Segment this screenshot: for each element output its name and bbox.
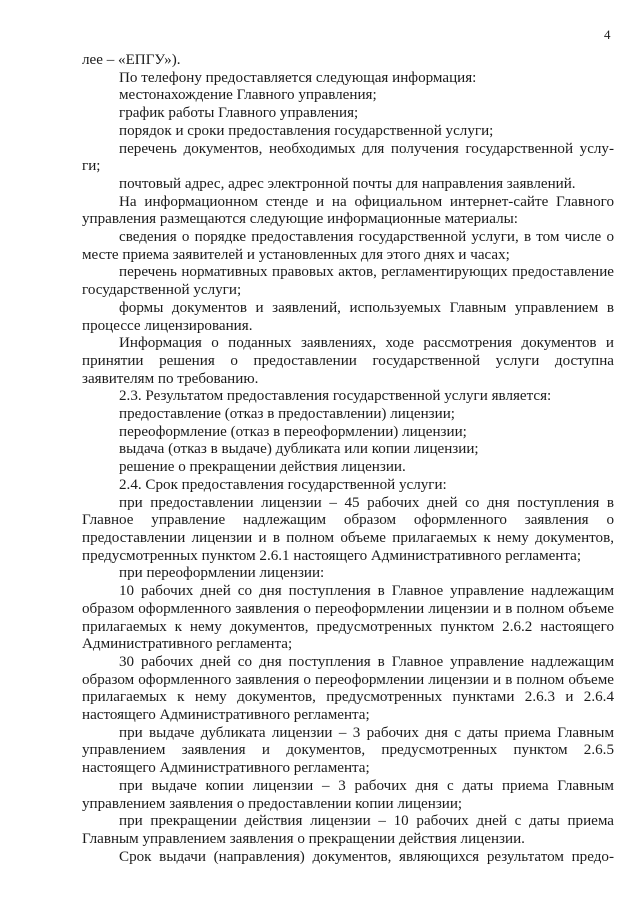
- paragraph: выдача (отказ в выдаче) дубликата или копии лицензии;: [119, 441, 479, 458]
- page-number: 4: [604, 27, 611, 42]
- paragraph: местонахождение Главного управления;: [119, 87, 377, 104]
- paragraph: при прекращении действия лицензии – 10 рабочих дней с даты приема Главным управлением заявления о прекращении действия лицензии.: [82, 813, 614, 847]
- paragraph: почтовый адрес, адрес электронной почты для направления заявлений.: [119, 175, 576, 192]
- paragraph: переоформление (отказ в переоформлении) лицензии;: [119, 423, 467, 440]
- paragraph: формы документов и заявлений, используемых Главным управлением в процессе лицензирования.: [82, 299, 614, 334]
- paragraph: перечень нормативных правовых актов, регламентирующих предоставление государственной услуги;: [82, 264, 614, 299]
- paragraph: ги;: [82, 158, 101, 175]
- paragraph: решение о прекращении действия лицензии.: [119, 459, 406, 476]
- paragraph: перечень документов, необходимых для получения государственной услу-: [119, 140, 614, 157]
- paragraph: при выдаче копии лицензии – 3 рабочих дня с даты приема Главным управлением заявления о предоставлении копии лицензии;: [82, 777, 614, 812]
- paragraph: предоставление (отказ в предоставлении) лицензии;: [119, 406, 455, 423]
- paragraph: порядок и сроки предоставления государственной услуги;: [119, 122, 494, 139]
- paragraph: 2.3. Результатом предоставления государственной услуги является:: [119, 388, 552, 405]
- paragraph: при предоставлении лицензии – 45 рабочих дней со дня поступления в Главное управление надлежащим образом оформленного заявления о предоставлении лицензии и в полном объеме прилагаемых к нему документов, предусмотренных пунктом 2.6.1 настоящего Административного регламента;: [82, 494, 614, 564]
- paragraph: 2.4. Срок предоставления государственной услуги:: [119, 476, 447, 493]
- paragraph: лее – «ЕПГУ»).: [82, 52, 181, 68]
- paragraph: На информационном стенде и на официальном интернет-сайте Главного управления размещаются следующие информационные материалы:: [82, 193, 614, 228]
- paragraph: 30 рабочих дней со дня поступления в Главное управление надлежащим образом оформленного заявления о переоформлении лицензии и в полном объеме прилагаемых к нему документов, предусмотренных пунктами 2.6.3 и 2.6.4 настоящего Административного регламента;: [82, 653, 614, 724]
- paragraph: Информация о поданных заявлениях, ходе рассмотрения документов и принятии решения о предоставлении государственной услуги доступна заявителям по требованию.: [82, 335, 614, 387]
- paragraph: при выдаче дубликата лицензии – 3 рабочих дня с даты приема Главным управлением заявления и документов, предусмотренных пунктом 2.6.5 настоящего Административного регламента;: [82, 724, 614, 777]
- paragraph: По телефону предоставляется следующая информация:: [119, 69, 477, 86]
- document-body: [82, 52, 614, 866]
- paragraph: сведения о порядке предоставления государственной услуги, в том числе о месте приема заявителей и установленных для этого днях и часах;: [82, 229, 614, 263]
- paragraph: Срок выдачи (направления) документов, являющихся результатом предо-: [119, 848, 614, 865]
- paragraph: при переоформлении лицензии:: [119, 565, 325, 582]
- paragraph: график работы Главного управления;: [119, 105, 359, 122]
- paragraph: 10 рабочих дней со дня поступления в Главное управление надлежащим образом оформленного заявления о переоформлении лицензии и в полном объеме прилагаемых к нему документов, предусмотренных пунктом 2.6.2 настоящего Административного регламента;: [82, 583, 614, 653]
